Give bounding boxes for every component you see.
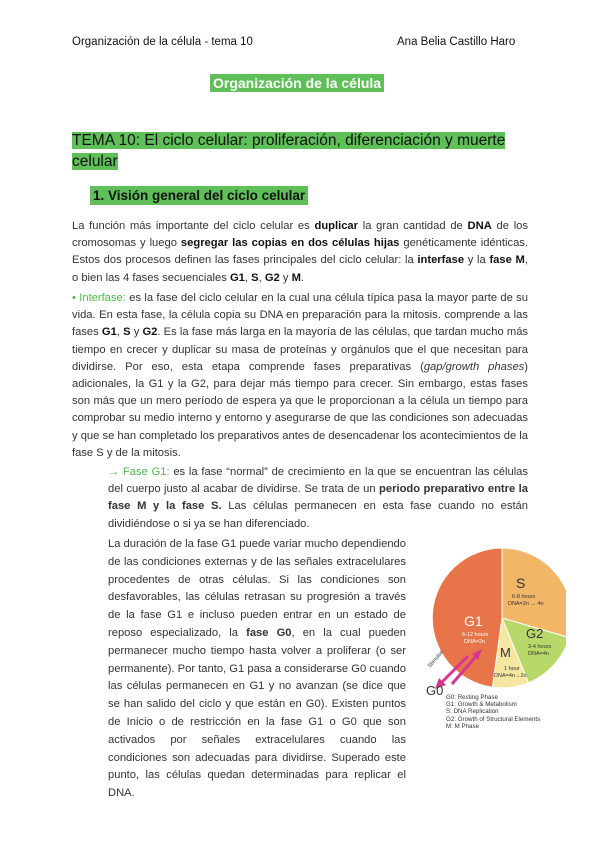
m-dna: DNA=4n→2n — [494, 673, 527, 679]
m-hours: 1 hour — [504, 666, 520, 672]
legend-item: G0: Resting Phase — [446, 694, 498, 701]
g2-hours: 3-4 hours — [528, 644, 552, 650]
interfase-bullet: • Interfase: — [72, 292, 126, 304]
intro-paragraph: La función más importante del ciclo celular es duplicar la gran cantidad de DNA de los cromosomas y luego segregar las copias en dos células hijas genéticamente idénticas. Estos dos procesos definen las fases principales del ciclo celular: la interfase y la fase M, o bien las 4 fases secuenciales G1, S, G2 y M. — [72, 220, 528, 284]
g2-dna: DNA=4n — [528, 651, 549, 657]
g1-dna: DNA=2n — [464, 639, 485, 645]
stimulus-label: Stimulus — [426, 649, 446, 670]
legend-item: S: DNA Replication — [446, 708, 499, 716]
interfase-paragraph: • Interfase: es la fase del ciclo celular en la cual una célula típica pasa la mayor parte de su vida. En esta fase, la célula copia su DNA en preparación para la mitosis. comprende a las fases G1, S y G2. Es la fase más larga en la mayoría de las células, que tardan mucho más tiempo en crecer y duplicar su masa de proteínas y orgánulos que el que necesitan para dividirse. Por eso, esta etapa comprende fases preparativas (gap/growth phases) adicionales, la G1 y la G2, para dejar más tiempo para crecer. Sin embargo, estas fases son más que un mero período de espera ya que le proporcionan a la célula un tiempo para comprobar su medio interno y entorno y asegurarse de que las condiciones son adecuadas y que se han completado los preparativos antes de desencadenar los acontecimientos de la fase S y de la mitosis. — [72, 292, 529, 459]
duracion-paragraph: La duración de la fase G1 puede variar mucho dependiendo de las condiciones externas y de las señales extracelulares procedentes de otras células. Si las condiciones son desfavorables, las células retrasan su progresión a través de la fase G1 e incluso pueden entrar en un estado de reposo especializado, la fase G0, en la cual pueden permanecer mucho tiempo hasta volver a proliferar (o ser permanente). Por tanto, G1 pasa a considerarse G0 cuando las células permanecen en G1 y no avanzan (se dice que se han salido del ciclo y que están en G0). Existen puntos de Inicio o de restricción en la fase G1 o G0 que son activados por señales extracelulares cuando las condiciones son adecuadas para dividirse. Superado este punto, las células quedan determinadas para replicar el DNA. — [108, 538, 406, 800]
header-author: Ana Belia Castillo Haro — [397, 36, 516, 48]
s-label: S — [516, 575, 526, 591]
chapter-heading-text: TEMA 10: El ciclo celular: proliferación, diferenciación y muerte celular — [72, 132, 506, 170]
section-heading: 1. Visión general del ciclo celular — [90, 186, 308, 205]
g2-label: G2 — [526, 626, 544, 641]
legend-item: G1: Growth & Metabolism — [446, 701, 517, 709]
s-hours: 6-8 hours — [512, 594, 536, 600]
m-label: M — [500, 645, 511, 660]
fase-g1-label: → Fase G1: — [108, 466, 170, 478]
document-title: Organización de la célula — [210, 74, 384, 92]
diagram-legend — [446, 694, 540, 730]
legend-item: G2: Growth of Structural Elements — [446, 715, 541, 723]
chapter-heading — [72, 130, 532, 172]
g1-hours: 6-12 hours — [462, 632, 489, 638]
legend-item: M: M Phase — [446, 722, 480, 730]
fase-g1-paragraph: → Fase G1: es la fase “normal” de crecimiento en la que se encuentran las células del cuerpo justo al acabar de dividirse. Se trata de un periodo preparativo entre la fase M y la fase S. Las células permanecen en esta fase cuando no están dividiéndose o si ya se han diferenciado. — [108, 466, 529, 530]
header-document-title: Organización de la célula - tema 10 — [72, 36, 253, 48]
g1-label: G1 — [464, 613, 483, 629]
s-dna: DNA=2n → 4n — [508, 601, 544, 607]
g0-label: G0 — [426, 683, 444, 698]
